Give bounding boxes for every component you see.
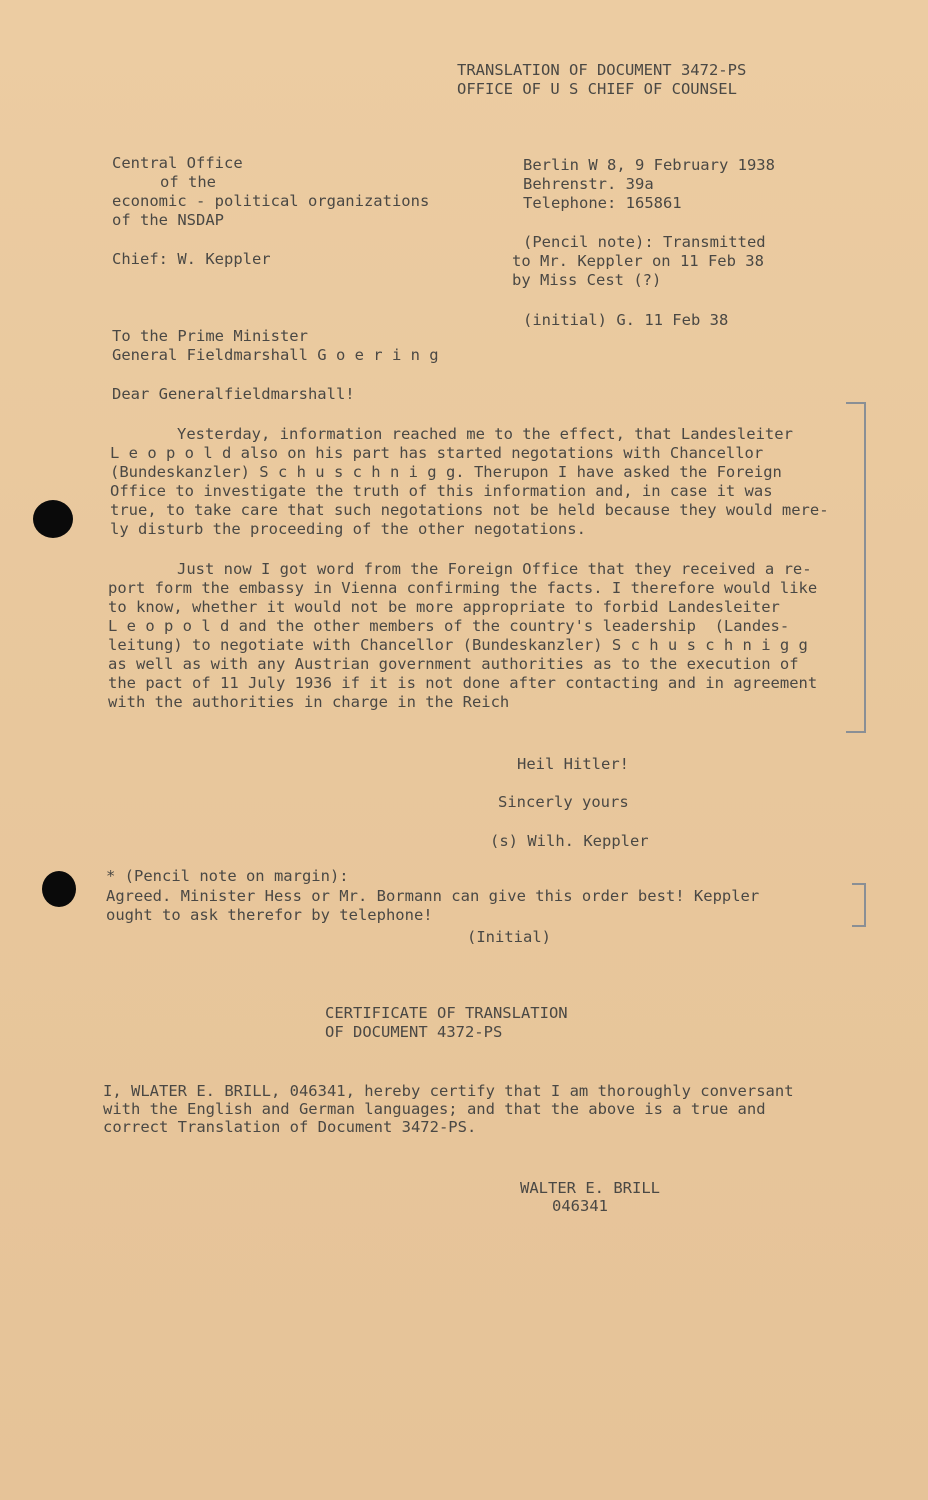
para2-line: leitung) to negotiate with Chancellor (Bundeskanzler) S c h u s c h n i g g <box>108 636 808 654</box>
para2-line: as well as with any Austrian government authorities as to the execution of <box>108 655 799 673</box>
pencil-note-line: by Miss Cest (?) <box>512 271 662 289</box>
address-line: Berlin W 8, 9 February 1938 <box>523 156 775 174</box>
closing-sincerely: Sincerly yours <box>498 793 629 811</box>
sender-chief: Chief: W. Keppler <box>112 250 271 268</box>
sender-line: of the <box>160 173 216 191</box>
margin-bracket-top <box>846 402 866 404</box>
margin-bracket-bottom <box>846 731 866 733</box>
para2-line: port form the embassy in Vienna confirming the facts. I therefore would like <box>108 579 818 597</box>
address-line: Telephone: 165861 <box>523 194 682 212</box>
margin-bracket-line <box>864 883 866 925</box>
header-office: OFFICE OF U S CHIEF OF COUNSEL <box>457 80 737 98</box>
para1-line: true, to take care that such negotations not be held because they would mere- <box>110 501 829 519</box>
certificate-title: CERTIFICATE OF TRANSLATION <box>325 1004 568 1022</box>
sender-line: Central Office <box>112 154 243 172</box>
para1-line: Office to investigate the truth of this information and, in case it was <box>110 482 773 500</box>
margin-note-initial: (Initial) <box>467 928 551 946</box>
punch-hole <box>42 871 76 907</box>
margin-note-line: Agreed. Minister Hess or Mr. Bormann can give this order best! Keppler <box>106 887 760 905</box>
recipient-line: To the Prime Minister <box>112 327 308 345</box>
recipient-line: General Fieldmarshall G o e r i n g <box>112 346 439 364</box>
para2-line: to know, whether it would not be more appropriate to forbid Landesleiter <box>108 598 780 616</box>
para1-line: Yesterday, information reached me to the effect, that Landesleiter <box>177 425 793 443</box>
para2-line: the pact of 11 July 1936 if it is not done after contacting and in agreement <box>108 674 818 692</box>
certificate-line: with the English and German languages; and that the above is a true and <box>103 1100 766 1118</box>
certificate-line: I, WLATER E. BRILL, 046341, hereby certify that I am thoroughly conversant <box>103 1082 794 1100</box>
certificate-subtitle: OF DOCUMENT 4372-PS <box>325 1023 503 1041</box>
pencil-note-line: to Mr. Keppler on 11 Feb 38 <box>512 252 764 270</box>
sender-line: economic - political organizations <box>112 192 430 210</box>
para2-line: L e o p o l d and the other members of the country's leadership (Landes- <box>108 617 790 635</box>
address-line: Behrenstr. 39a <box>523 175 654 193</box>
margin-note-line: * (Pencil note on margin): <box>106 867 349 885</box>
para1-line: (Bundeskanzler) S c h u s c h n i g g. Therupon I have asked the Foreign <box>110 463 782 481</box>
margin-bracket-line <box>864 402 866 732</box>
punch-hole <box>33 500 73 538</box>
salutation: Dear Generalfieldmarshall! <box>112 385 355 403</box>
sender-line: of the NSDAP <box>112 211 224 229</box>
certificate-signer-name: WALTER E. BRILL <box>520 1179 660 1197</box>
margin-note-line: ought to ask therefor by telephone! <box>106 906 433 924</box>
para2-line: with the authorities in charge in the Reich <box>108 693 510 711</box>
pencil-note-initial: (initial) G. 11 Feb 38 <box>523 311 729 329</box>
para2-line: Just now I got word from the Foreign Office that they received a re- <box>177 560 812 578</box>
certificate-line: correct Translation of Document 3472-PS. <box>103 1118 477 1136</box>
pencil-note-line: (Pencil note): Transmitted <box>523 233 766 251</box>
certificate-signer-number: 046341 <box>552 1197 608 1215</box>
para1-line: ly disturb the proceeding of the other negotations. <box>110 520 586 538</box>
closing-heil: Heil Hitler! <box>517 755 629 773</box>
header-title: TRANSLATION OF DOCUMENT 3472-PS <box>457 61 747 79</box>
margin-bracket-bottom <box>852 925 866 927</box>
closing-signature: (s) Wilh. Keppler <box>490 832 649 850</box>
para1-line: L e o p o l d also on his part has started negotations with Chancellor <box>110 444 764 462</box>
